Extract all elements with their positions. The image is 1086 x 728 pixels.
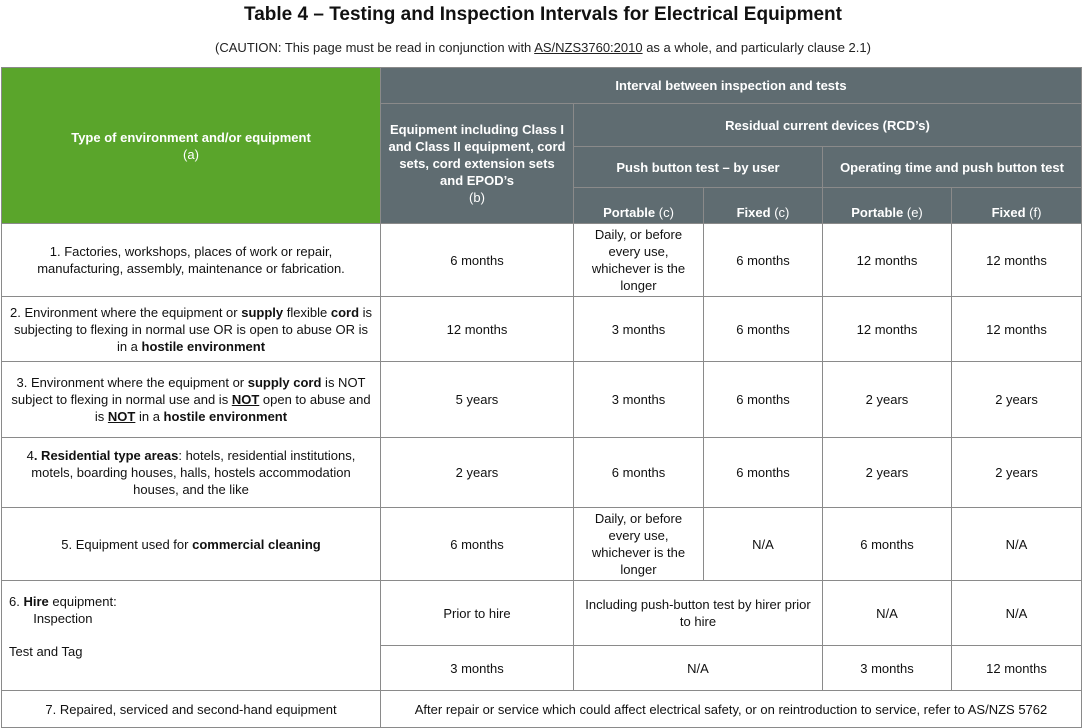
table-row	[2, 362, 1082, 438]
header-interval: Interval between inspection and tests	[381, 68, 1082, 104]
cell-equipment: 2 years	[381, 438, 574, 508]
cell-fixed-f: N/A	[952, 508, 1082, 581]
table-row	[2, 438, 1082, 508]
cell-portable-c: Daily, or before every use, whichever is the longer	[574, 508, 704, 581]
table-row	[2, 297, 1082, 362]
cell-fixed-f: 2 years	[952, 362, 1082, 438]
cell-portable-e: 2 years	[823, 438, 952, 508]
cell-portable-e: 12 months	[823, 224, 952, 297]
cell-equipment: 3 months	[381, 646, 574, 691]
cell-portable-c: 3 months	[574, 362, 704, 438]
cell-portable-e: 6 months	[823, 508, 952, 581]
cell-fixed-f: 12 months	[952, 646, 1082, 691]
cell-fixed-c: 6 months	[704, 362, 823, 438]
header-equipment: Equipment including Class I and Class II equipment, cord sets, cord extension sets and EPOD’s (b)	[381, 104, 574, 224]
cell-portable-e: 12 months	[823, 297, 952, 362]
caution-note	[0, 40, 1086, 55]
cell-portable-c: 6 months	[574, 438, 704, 508]
cell-fixed-c: 6 months	[704, 224, 823, 297]
standard-reference-link[interactable]: AS/NZS3760:2010	[534, 40, 643, 55]
table-row	[2, 581, 1082, 646]
intervals-table	[1, 67, 1082, 728]
header-type-environment: Type of environment and/or equipment (a)	[2, 68, 381, 224]
cell-portable-e: 3 months	[823, 646, 952, 691]
cell-portable-e: N/A	[823, 581, 952, 646]
row-description-hire: 6. Hire equipment: Inspection Test and Tag	[2, 581, 381, 691]
table-row	[2, 224, 1082, 297]
cell-portable-e: 2 years	[823, 362, 952, 438]
row-description: 5. Equipment used for commercial cleaning	[2, 508, 381, 581]
cell-fixed-c: 6 months	[704, 297, 823, 362]
header-operating-time: Operating time and push button test	[823, 147, 1082, 188]
caution-text-before: (CAUTION: This page must be read in conjunction with	[215, 40, 535, 55]
cell-fixed-f: N/A	[952, 581, 1082, 646]
cell-push-button: N/A	[574, 646, 823, 691]
hire-test-tag-label: Test and Tag	[9, 644, 83, 659]
header-rcd: Residual current devices (RCD’s)	[574, 104, 1082, 147]
cell-equipment: 6 months	[381, 508, 574, 581]
table-row	[2, 691, 1082, 728]
table-row	[2, 508, 1082, 581]
header-fixed-c: Fixed (c)	[704, 188, 823, 224]
row-description: 2. Environment where the equipment or supply flexible cord is subjecting to flexing in normal use OR is open to abuse OR is in a hostile environment	[2, 297, 381, 362]
cell-equipment: 5 years	[381, 362, 574, 438]
caution-text-after: as a whole, and particularly clause 2.1)	[642, 40, 871, 55]
header-fixed-f: Fixed (f)	[952, 188, 1082, 224]
row-description: 3. Environment where the equipment or supply cord is NOT subject to flexing in normal use and is NOT open to abuse and is NOT in a hostile environment	[2, 362, 381, 438]
cell-push-button: Including push-button test by hirer prior to hire	[574, 581, 823, 646]
cell-repaired-note: After repair or service which could affect electrical safety, or on reintroduction to service, refer to AS/NZS 5762	[381, 691, 1082, 728]
cell-equipment: 12 months	[381, 297, 574, 362]
row-description: 4. Residential type areas: hotels, residential institutions, motels, boarding houses, halls, hostels accommodation houses, and the like	[2, 438, 381, 508]
cell-fixed-c: 6 months	[704, 438, 823, 508]
cell-portable-c: Daily, or before every use, whichever is the longer	[574, 224, 704, 297]
row-description: 7. Repaired, serviced and second-hand equipment	[2, 691, 381, 728]
cell-fixed-f: 2 years	[952, 438, 1082, 508]
header-push-button: Push button test – by user	[574, 147, 823, 188]
cell-fixed-f: 12 months	[952, 224, 1082, 297]
cell-equipment: Prior to hire	[381, 581, 574, 646]
cell-fixed-f: 12 months	[952, 297, 1082, 362]
row-description: 1. Factories, workshops, places of work or repair, manufacturing, assembly, maintenance or fabrication.	[2, 224, 381, 297]
hire-inspection-label: Inspection	[33, 611, 93, 626]
header-portable-c: Portable (c)	[574, 188, 704, 224]
cell-portable-c: 3 months	[574, 297, 704, 362]
cell-equipment: 6 months	[381, 224, 574, 297]
page-title: Table 4 – Testing and Inspection Intervals for Electrical Equipment	[244, 4, 842, 25]
cell-fixed-c: N/A	[704, 508, 823, 581]
header-portable-e: Portable (e)	[823, 188, 952, 224]
